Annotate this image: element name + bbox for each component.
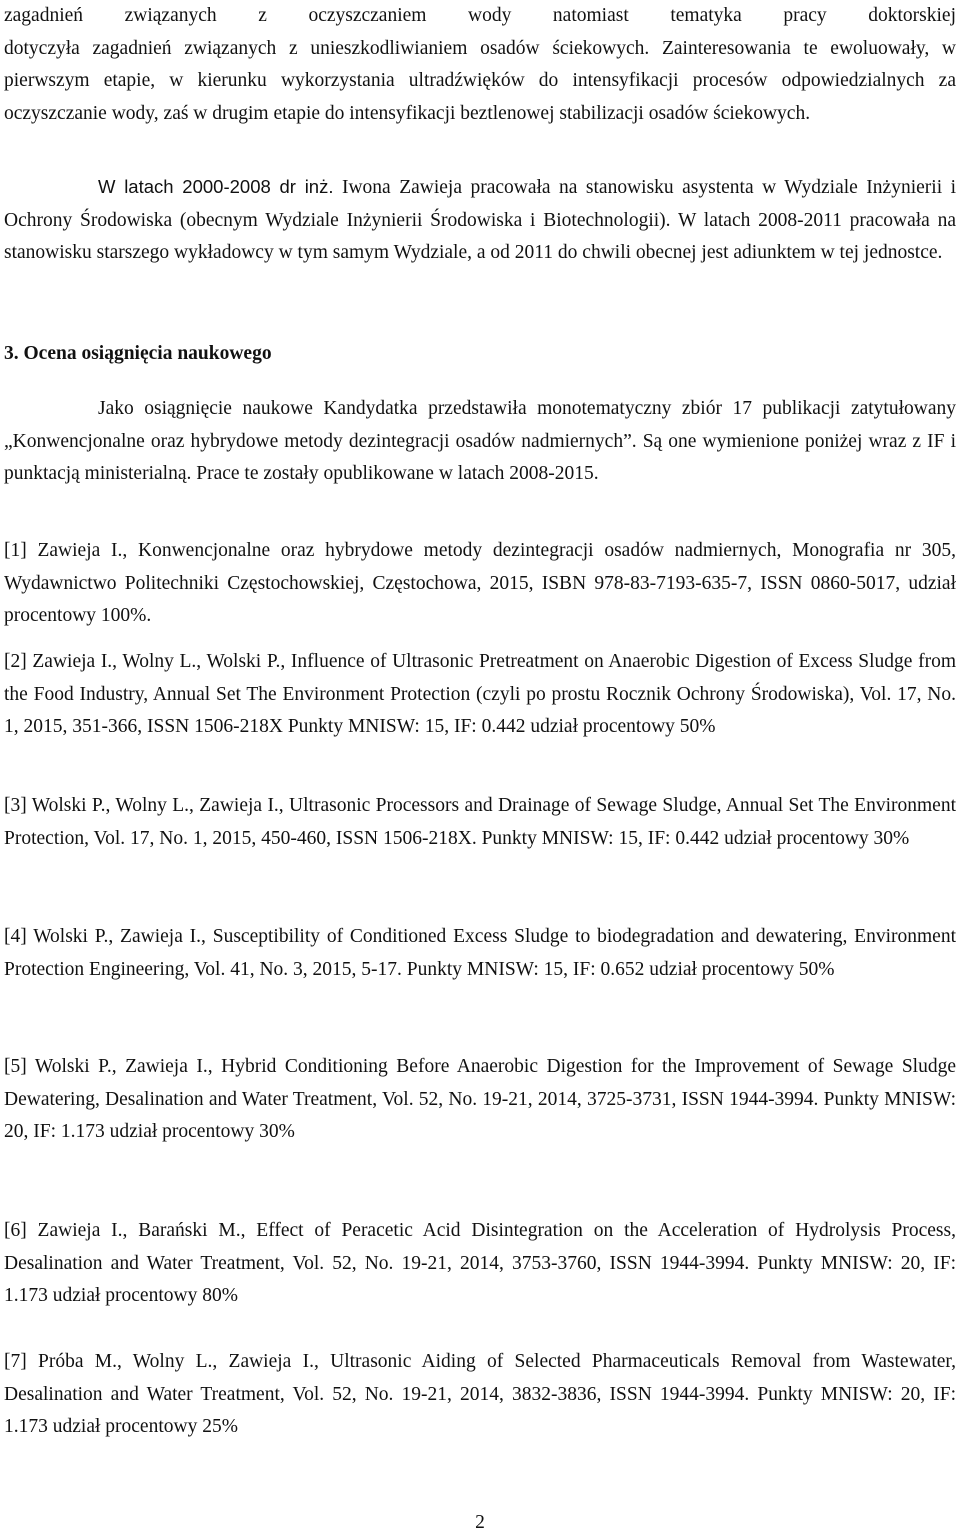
publication-item [4, 1051, 956, 1149]
employment-paragraph [4, 171, 956, 270]
publication-text: [7] Próba M., Wolny L., Zawieja I., Ultrasonic Aiding of Selected Pharmaceuticals Removal from Wastewater, Desalination and Water Treatment, Vol. 52, No. 19-21, 2014, 3832-3836, ISSN 1944-3994. Punkty MNISW: 20, IF: 1.173 udział procentowy 25% [4, 1351, 956, 1437]
publication-item [4, 535, 956, 633]
document-page [4, 0, 956, 1537]
publication-text: [5] Wolski P., Zawieja I., Hybrid Conditioning Before Anaerobic Digestion for the Improvement of Sewage Sludge Dewatering, Desalination and Water Treatment, Vol. 52, No. 19-21, 2014, 3725-3731, ISSN 1944-3994. Punkty MNISW: 20, IF: 1.173 udział procentowy 30% [4, 1056, 956, 1142]
publication-text: [4] Wolski P., Zawieja I., Susceptibility of Conditioned Excess Sludge to biodegradation and dewatering, Environment Protection Engineering, Vol. 41, No. 3, 2015, 5-17. Punkty MNISW: 15, IF: 0.652 udział procentowy 50% [4, 926, 956, 980]
publication-text: [1] Zawieja I., Konwencjonalne oraz hybrydowe metody dezintegracji osadów nadmiernych, Monografia nr 305, Wydawnictwo Politechniki Częstochowskiej, Częstochowa, 2015, ISBN 978-83-7193-635-7, ISSN 0860-5017, udział procentowy 100%. [4, 540, 956, 626]
publication-text: [6] Zawieja I., Barański M., Effect of Peracetic Acid Disintegration on the Acceleration of Hydrolysis Process, Desalination and Water Treatment, Vol. 52, No. 19-21, 2014, 3753-3760, ISSN 1944-3994. Punkty MNISW: 20, IF: 1.173 udział procentowy 80% [4, 1220, 956, 1306]
publication-item [4, 646, 956, 744]
intro-rest: dotyczyła zagadnień związanych z unieszkodliwianiem osadów ściekowych. Zainteresowania te ewoluowały, w pierwszym etapie, w kierunku wykorzystania ultradźwięków do intensyfikacji procesów odpowiedzialnych za oczyszczanie wody, zaś w drugim etapie do intensyfikacji beztlenowej stabilizacji osadów ściekowych. [4, 37, 956, 124]
section-heading-block [4, 338, 956, 370]
section-paragraph: Jako osiągnięcie naukowe Kandydatka przedstawiła monotematyczny zbiór 17 publikacji zatytułowany „Konwencjonalne oraz hybrydowe metody dezintegracji osadów nadmiernych”. Są one wymienione poniżej wraz z IF i punktacją ministerialną. Prace te zostały opublikowane w latach 2008-2015. [4, 398, 956, 484]
section-heading: 3. Ocena osiągnięcia naukowego [4, 343, 272, 364]
section-paragraph-block [4, 393, 956, 491]
employment-text: Iwona Zawieja pracowała na stanowisku asystenta w Wydziale Inżynierii i Ochrony Środowiska (obecnym Wydziale Inżynierii Środowiska i Biotechnologii). W latach 2008-2011 pracowała na stanowisku starszego wykładowcy w tym samym Wydziale, a od 2011 do chwili obecnej jest adiunktem w tej jednostce. [4, 177, 956, 263]
publication-text: [2] Zawieja I., Wolny L., Wolski P., Influence of Ultrasonic Pretreatment on Anaerobic Digestion of Excess Sludge from the Food Industry, Annual Set The Environment Protection (czyli po prostu Rocznik Ochrony Środowiska), Vol. 17, No. 1, 2015, 351-366, ISSN 1506-218X Punkty MNISW: 15, IF: 0.442 udział procentowy 50% [4, 651, 956, 737]
intro-paragraph [4, 0, 956, 130]
publication-item [4, 1215, 956, 1313]
intro-line-1: zagadnień związanych z oczyszczaniem wody natomiast tematyka pracy doktorskiej [4, 5, 956, 26]
page-number: 2 [475, 1512, 485, 1533]
publication-item [4, 1346, 956, 1444]
employment-years: W latach 2000-2008 dr inż. [98, 176, 334, 197]
publication-text: [3] Wolski P., Wolny L., Zawieja I., Ultrasonic Processors and Drainage of Sewage Sludge, Annual Set The Environment Protection, Vol. 17, No. 1, 2015, 450-460, ISSN 1506-218X. Punkty MNISW: 15, IF: 0.442 udział procentowy 30% [4, 795, 956, 849]
publication-item [4, 790, 956, 855]
publication-item [4, 921, 956, 986]
